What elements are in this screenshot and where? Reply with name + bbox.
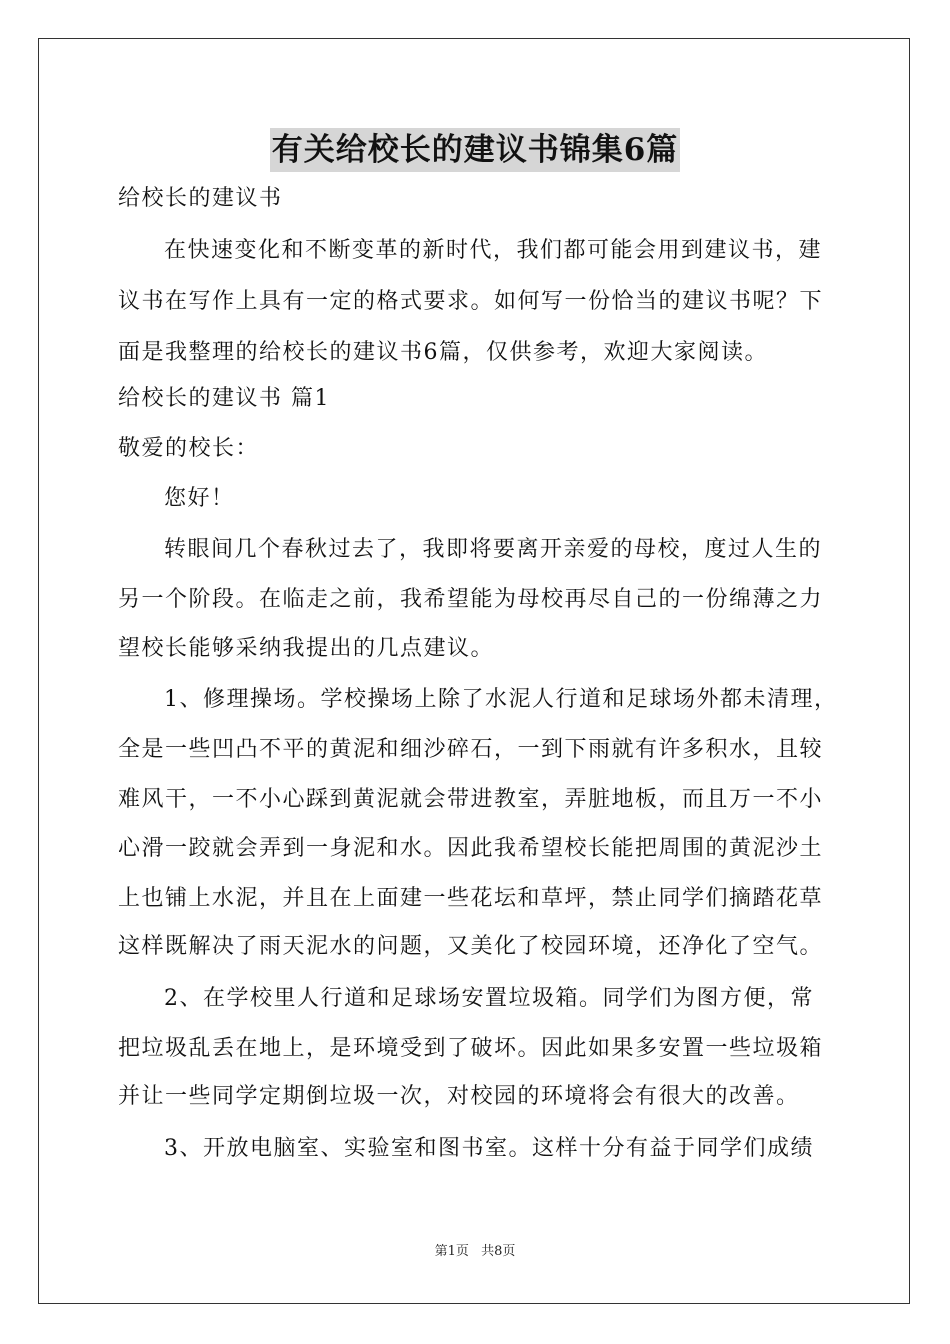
paragraph-line: 3、开放电脑室、实验室和图书室。这样十分有益于同学们成绩 [164,1136,814,1161]
page-footer [0,1240,950,1259]
greeting: 您好！ [164,486,235,511]
document-title: 有关给校长的建议书锦集6篇 [270,128,681,172]
paragraph-line: 2、在学校里人行道和足球场安置垃圾箱。同学们为图方便，常 [164,986,814,1011]
paragraph-line: 上也铺上水泥，并且在上面建一些花坛和草坪，禁止同学们摘踏花草 [118,886,824,911]
paragraph-line: 把垃圾乱丢在地上，是环境受到了破坏。因此如果多安置一些垃圾箱 [118,1036,824,1061]
paragraph-line: 心滑一跤就会弄到一身泥和水。因此我希望校长能把周围的黄泥沙土 [118,836,824,861]
paragraph-line: 1、修理操场。学校操场上除了水泥人行道和足球场外都未清理， [164,687,838,712]
page-number: 第1页 [434,1244,469,1259]
paragraph-line: 另一个阶段。在临走之前，我希望能为母校再尽自己的一份绵薄之力 [118,587,824,612]
salutation: 敬爱的校长： [118,436,260,461]
document-title-container [0,128,950,172]
section-heading: 给校长的建议书 篇1 [118,386,330,411]
paragraph-line: 并让一些同学定期倒垃圾一次，对校园的环境将会有很大的改善。 [118,1084,800,1109]
paragraph-line: 议书在写作上具有一定的格式要求。如何写一份恰当的建议书呢？下 [118,289,824,314]
paragraph-line: 望校长能够采纳我提出的几点建议。 [118,636,495,661]
section-heading: 给校长的建议书 [118,186,283,211]
paragraph-line: 面是我整理的给校长的建议书6篇，仅供参考，欢迎大家阅读。 [118,340,768,365]
page-border [38,38,910,1304]
total-pages: 共8页 [481,1244,516,1259]
paragraph-line: 全是一些凹凸不平的黄泥和细沙碎石，一到下雨就有许多积水，且较 [118,737,824,762]
paragraph-line: 这样既解决了雨天泥水的问题，又美化了校园环境，还净化了空气。 [118,934,824,959]
paragraph-line: 转眼间几个春秋过去了，我即将要离开亲爱的母校，度过人生的 [164,537,823,562]
paragraph-line: 在快速变化和不断变革的新时代，我们都可能会用到建议书，建 [164,238,823,263]
paragraph-line: 难风干，一不小心踩到黄泥就会带进教室，弄脏地板，而且万一不小 [118,787,824,812]
